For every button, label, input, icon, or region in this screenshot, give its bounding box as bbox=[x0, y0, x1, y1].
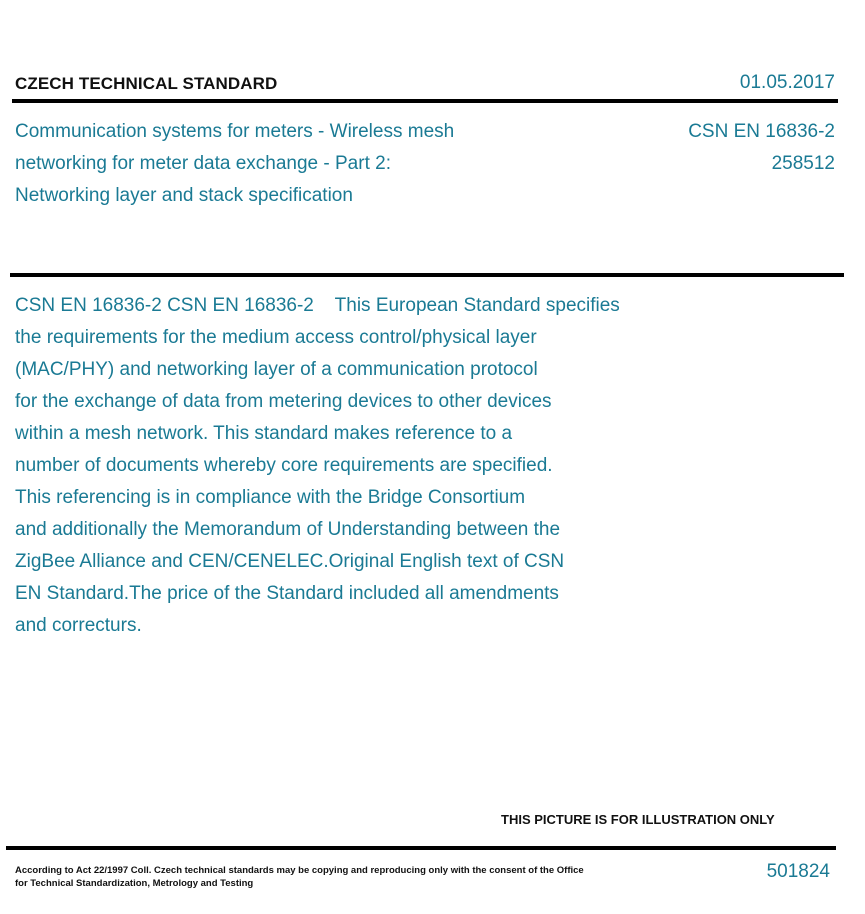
standard-identifiers bbox=[688, 116, 835, 180]
title-line: networking for meter data exchange - Part 2: bbox=[15, 153, 391, 174]
illustration-note: THIS PICTURE IS FOR ILLUSTRATION ONLY bbox=[501, 812, 775, 827]
description-line: (MAC/PHY) and networking layer of a communication protocol bbox=[15, 359, 538, 380]
standard-title bbox=[15, 116, 555, 212]
legal-line: According to Act 22/1997 Coll. Czech technical standards may be copying and reproducing only with the consent of the Office bbox=[15, 865, 584, 876]
description-line: within a mesh network. This standard makes reference to a bbox=[15, 423, 513, 444]
description-line: CSN EN 16836-2 CSN EN 16836-2 This European Standard specifies bbox=[15, 295, 620, 316]
catalog-number: 258512 bbox=[771, 153, 835, 174]
description-line: the requirements for the medium access control/physical layer bbox=[15, 327, 537, 348]
publication-date: 01.05.2017 bbox=[739, 72, 835, 93]
title-line: Communication systems for meters - Wireless mesh bbox=[15, 121, 455, 142]
description-line: and additionally the Memorandum of Understanding between the bbox=[15, 519, 561, 540]
footer-number: 501824 bbox=[766, 861, 830, 882]
footer-divider bbox=[6, 846, 836, 850]
title-line: Networking layer and stack specification bbox=[15, 185, 353, 206]
standard-code: CSN EN 16836-2 bbox=[688, 121, 835, 142]
document-type-label: CZECH TECHNICAL STANDARD bbox=[15, 74, 278, 93]
standard-description bbox=[15, 290, 715, 642]
description-line: and correcturs. bbox=[15, 615, 142, 636]
description-line: ZigBee Alliance and CEN/CENELEC.Original English text of CSN bbox=[15, 551, 565, 572]
description-line: for the exchange of data from metering devices to other devices bbox=[15, 391, 552, 412]
description-line: This referencing is in compliance with the Bridge Consortium bbox=[15, 487, 526, 508]
title-divider bbox=[10, 273, 844, 277]
header-divider bbox=[12, 99, 838, 103]
description-line: EN Standard.The price of the Standard included all amendments bbox=[15, 583, 559, 604]
legal-notice bbox=[15, 864, 585, 890]
legal-line: for Technical Standardization, Metrology and Testing bbox=[15, 878, 254, 889]
description-line: number of documents whereby core requirements are specified. bbox=[15, 455, 553, 476]
